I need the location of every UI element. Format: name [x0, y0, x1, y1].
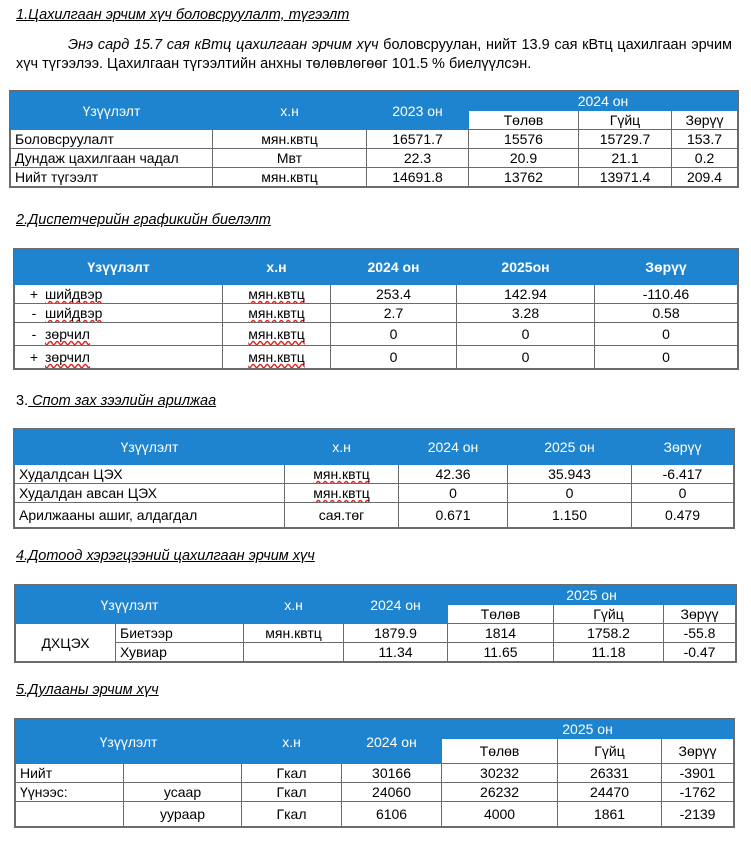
section-2-heading: 2.Диспетчерийн графикийн биелэлт — [16, 212, 271, 228]
header-unit: х.н — [244, 586, 344, 624]
group-label: ДХЦЭХ — [16, 624, 116, 662]
section-4-heading: 4.Дотоод хэрэгцээний цахилгаан эрчим хүч — [16, 548, 315, 564]
header-indicator: Үзүүлэлт — [15, 430, 285, 465]
electricity-production-table — [10, 91, 738, 187]
table-row: - зөрчил мян.квтц 0 0 0 — [15, 323, 738, 346]
section-1-paragraph — [16, 36, 732, 74]
header-diff: Зөрүү — [664, 605, 736, 624]
header-2024: 2024 он — [469, 92, 738, 111]
header-indicator: Үзүүлэлт — [11, 92, 213, 130]
spot-market-table — [14, 429, 734, 528]
table-row: Боловсруулалт мян.квтц 16571.7 15576 15729.7 153.7 — [11, 130, 738, 149]
table-row: Арилжааны ашиг, алдагдал сая.төг 0.671 1.150 0.479 — [15, 503, 734, 528]
table-row: уураар Гкал 6106 4000 1861 -2139 — [16, 802, 734, 827]
header-actual: Гүйц — [558, 739, 662, 764]
header-2025: 2025он — [457, 250, 595, 285]
header-diff: Зөрүү — [672, 111, 738, 130]
header-unit: х.н — [223, 250, 331, 285]
table-row: - шийдвэр мян.квтц 2.7 3.28 0.58 — [15, 304, 738, 323]
section-3-heading: 3. Спот зах зээлийн арилжаа — [16, 393, 217, 409]
paragraph-italic: Энэ сард 15.7 сая кВтц цахилгаан эрчим хүч — [68, 37, 379, 53]
section-5-heading: 5.Дулааны эрчим хүч — [16, 682, 159, 698]
header-indicator: Үзүүлэлт — [16, 720, 242, 764]
table-row: Худалдан авсан ЦЭХ мян.квтц 0 0 0 — [15, 484, 734, 503]
header-2024: 2024 он — [399, 430, 508, 465]
table-row: Дундаж цахилгаан чадал Мвт 22.3 20.9 21.1 0.2 — [11, 149, 738, 168]
header-unit: х.н — [242, 720, 342, 764]
table-row: + шийдвэр мян.квтц 253.4 142.94 -110.46 — [15, 285, 738, 304]
table-row: Нийт Гкал 30166 30232 26331 -3901 — [16, 764, 734, 783]
header-plan: Төлөв — [469, 111, 579, 130]
header-2023: 2023 он — [367, 92, 469, 130]
header-2024: 2024 он — [331, 250, 457, 285]
header-2024: 2024 он — [344, 586, 448, 624]
table-row: ДХЦЭХ Биетээр мян.квтц 1879.9 1814 1758.2 -55.8 — [16, 624, 736, 643]
dispatch-schedule-table — [14, 249, 738, 369]
header-diff: Зөрүү — [632, 430, 734, 465]
table-row: Нийт түгээлт мян.квтц 14691.8 13762 13971.4 209.4 — [11, 168, 738, 187]
header-indicator: Үзүүлэлт — [15, 250, 223, 285]
header-indicator: Үзүүлэлт — [16, 586, 244, 624]
internal-consumption-table — [15, 585, 736, 662]
table-row: Хувиар 11.34 11.65 11.18 -0.47 — [16, 643, 736, 662]
paragraph-text: боловсруулан, нийт 13.9 сая кВтц цахилгаан эрчим хүч түгээлээ. Цахилгаан түгээлтийн анхны төлөвлөгөөг 101.5 % биелүүлсэн. — [16, 37, 733, 72]
header-plan: Төлөв — [442, 739, 558, 764]
header-actual: Гүйц — [554, 605, 664, 624]
header-2025: 2025 он — [508, 430, 632, 465]
header-2024: 2024 он — [342, 720, 442, 764]
header-2025: 2025 он — [448, 586, 736, 605]
header-unit: х.н — [213, 92, 367, 130]
header-diff: Зөрүү — [595, 250, 738, 285]
section-1-heading: 1.Цахилгаан эрчим хүч боловсруулалт, түгээлт — [16, 7, 350, 23]
header-diff: Зөрүү — [662, 739, 734, 764]
heat-energy-table — [15, 719, 734, 827]
header-unit: х.н — [285, 430, 399, 465]
header-plan: Төлөв — [448, 605, 554, 624]
table-row: Худалдсан ЦЭХ мян.квтц 42.36 35.943 -6.417 — [15, 465, 734, 484]
header-actual: Гүйц — [579, 111, 672, 130]
table-row: + зөрчил мян.квтц 0 0 0 — [15, 346, 738, 369]
table-row: Үүнээс: усаар Гкал 24060 26232 24470 -1762 — [16, 783, 734, 802]
header-2025: 2025 он — [442, 720, 734, 739]
